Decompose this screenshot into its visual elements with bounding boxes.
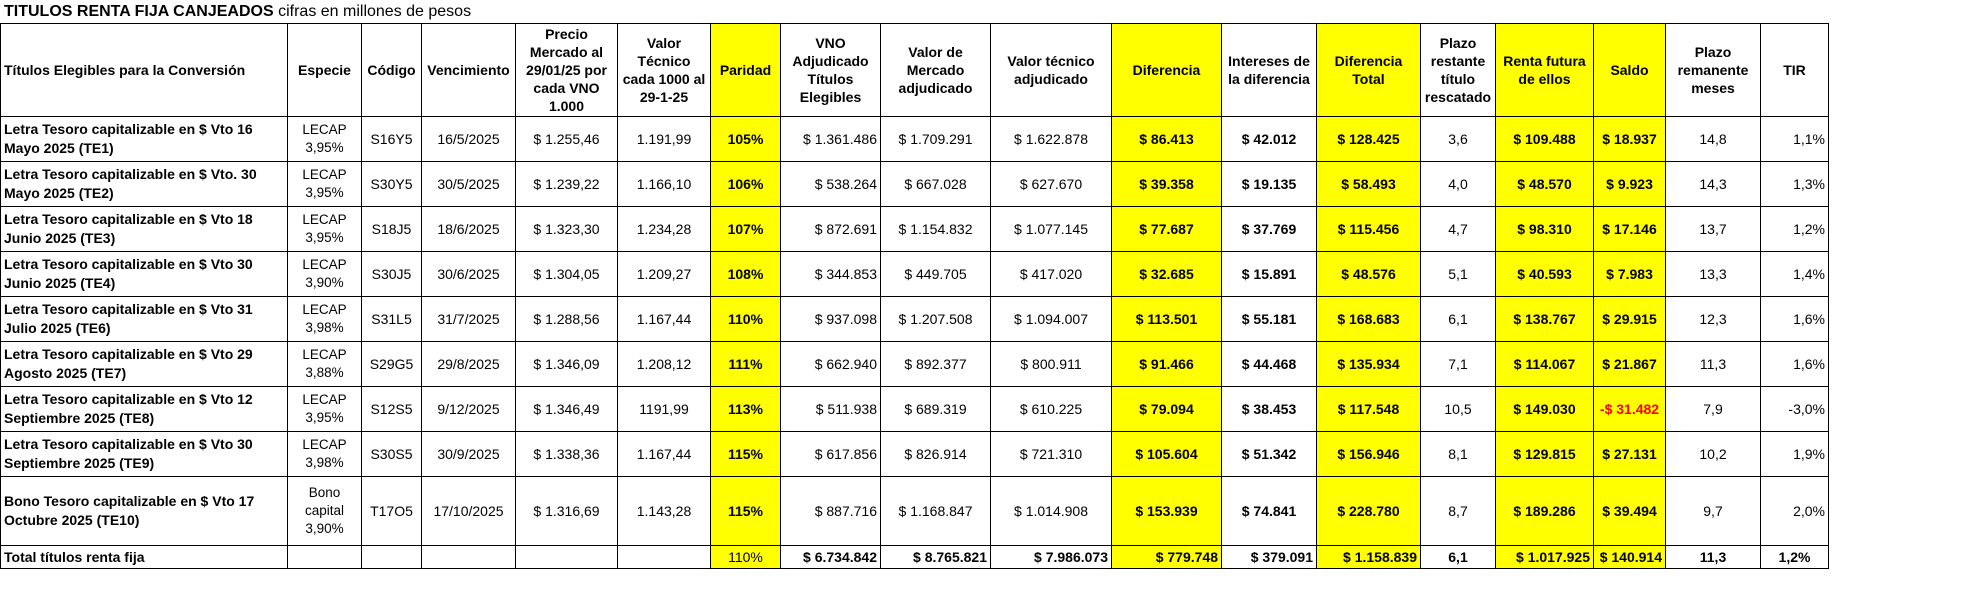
cell-paridad[interactable]: 110% <box>711 297 781 342</box>
cell-tir[interactable]: 1,9% <box>1761 432 1829 477</box>
cell-tir[interactable]: 2,0% <box>1761 477 1829 546</box>
cell-valor-tecnico[interactable]: 1.166,10 <box>618 162 711 207</box>
total-cell-empty[interactable] <box>362 546 422 569</box>
header-row <box>1 24 1829 117</box>
total-plazo[interactable]: 6,1 <box>1421 546 1496 569</box>
header-diferencia[interactable]: Diferencia <box>1112 24 1222 117</box>
cell-vno-adjudicado[interactable]: $ 937.098 <box>781 297 881 342</box>
cell-saldo[interactable]: $ 7.983 <box>1594 252 1666 297</box>
cell-plazo-remanente[interactable]: 13,3 <box>1666 252 1761 297</box>
header-plazo-remanente[interactable]: Plazo remanente meses <box>1666 24 1761 117</box>
total-cell-empty[interactable] <box>422 546 516 569</box>
cell-paridad[interactable]: 111% <box>711 342 781 387</box>
cell-vno-adjudicado[interactable]: $ 872.691 <box>781 207 881 252</box>
total-saldo[interactable]: $ 140.914 <box>1594 546 1666 569</box>
cell-precio-mercado[interactable]: $ 1.304,05 <box>516 252 618 297</box>
header-plazo-restante[interactable]: Plazo restante título rescatado <box>1421 24 1496 117</box>
cell-plazo-restante[interactable]: 10,5 <box>1421 387 1496 432</box>
sheet-title <box>4 2 471 22</box>
cell-codigo[interactable]: T17O5 <box>362 477 422 546</box>
cell-intereses[interactable]: $ 37.769 <box>1222 207 1317 252</box>
cell-valor-tecnico[interactable]: 1.234,28 <box>618 207 711 252</box>
cell-vno-adjudicado[interactable]: $ 511.938 <box>781 387 881 432</box>
cell-vencimiento[interactable]: 30/6/2025 <box>422 252 516 297</box>
cell-vencimiento[interactable]: 9/12/2025 <box>422 387 516 432</box>
cell-especie[interactable]: LECAP 3,98% <box>288 432 362 477</box>
cell-intereses[interactable]: $ 44.468 <box>1222 342 1317 387</box>
cell-titulo[interactable]: Bono Tesoro capitalizable en $ Vto 17 Octubre 2025 (TE10) <box>1 477 288 546</box>
header-titulos[interactable]: Títulos Elegibles para la Conversión <box>1 24 288 117</box>
total-row <box>1 546 1829 569</box>
cell-diferencia-total[interactable]: $ 228.780 <box>1317 477 1421 546</box>
cell-plazo-restante[interactable]: 4,7 <box>1421 207 1496 252</box>
cell-especie[interactable]: Bono capital 3,90% <box>288 477 362 546</box>
cell-valor-tecnico[interactable]: 1191,99 <box>618 387 711 432</box>
header-especie[interactable]: Especie <box>288 24 362 117</box>
cell-diferencia-total[interactable]: $ 58.493 <box>1317 162 1421 207</box>
cell-paridad[interactable]: 106% <box>711 162 781 207</box>
cell-titulo[interactable]: Letra Tesoro capitalizable en $ Vto 12 Septiembre 2025 (TE8) <box>1 387 288 432</box>
cell-titulo[interactable]: Letra Tesoro capitalizable en $ Vto 29 Agosto 2025 (TE7) <box>1 342 288 387</box>
cell-codigo[interactable]: S29G5 <box>362 342 422 387</box>
cell-valor-tecnico-adjudicado[interactable]: $ 721.310 <box>991 432 1112 477</box>
cell-intereses[interactable]: $ 55.181 <box>1222 297 1317 342</box>
cell-codigo[interactable]: S30Y5 <box>362 162 422 207</box>
cell-precio-mercado[interactable]: $ 1.338,36 <box>516 432 618 477</box>
total-plazo-remanente[interactable]: 11,3 <box>1666 546 1761 569</box>
cell-vno-adjudicado[interactable]: $ 538.264 <box>781 162 881 207</box>
cell-paridad[interactable]: 107% <box>711 207 781 252</box>
cell-titulo[interactable]: Letra Tesoro capitalizable en $ Vto 30 Septiembre 2025 (TE9) <box>1 432 288 477</box>
cell-tir[interactable]: 1,6% <box>1761 342 1829 387</box>
total-renta[interactable]: $ 1.017.925 <box>1496 546 1594 569</box>
cell-paridad[interactable]: 115% <box>711 432 781 477</box>
total-vno[interactable]: $ 6.734.842 <box>781 546 881 569</box>
cell-plazo-remanente[interactable]: 10,2 <box>1666 432 1761 477</box>
header-intereses[interactable]: Intereses de la diferencia <box>1222 24 1317 117</box>
cell-plazo-remanente[interactable]: 11,3 <box>1666 342 1761 387</box>
table-row <box>1 432 1829 477</box>
cell-plazo-restante[interactable]: 5,1 <box>1421 252 1496 297</box>
cell-renta-futura[interactable]: $ 109.488 <box>1496 117 1594 162</box>
total-valor-mercado[interactable]: $ 8.765.821 <box>881 546 991 569</box>
cell-intereses[interactable]: $ 74.841 <box>1222 477 1317 546</box>
table-row <box>1 252 1829 297</box>
cell-precio-mercado[interactable]: $ 1.323,30 <box>516 207 618 252</box>
cell-diferencia[interactable]: $ 79.094 <box>1112 387 1222 432</box>
cell-vencimiento[interactable]: 31/7/2025 <box>422 297 516 342</box>
cell-intereses[interactable]: $ 38.453 <box>1222 387 1317 432</box>
header-tir[interactable]: TIR <box>1761 24 1829 117</box>
header-precio-mercado[interactable]: Precio Mercado al 29/01/25 por cada VNO 1.000 <box>516 24 618 117</box>
header-valor-tecnico-adjudicado[interactable]: Valor técnico adjudicado <box>991 24 1112 117</box>
cell-plazo-restante[interactable]: 8,7 <box>1421 477 1496 546</box>
cell-valor-tecnico-adjudicado[interactable]: $ 1.094.007 <box>991 297 1112 342</box>
table-row <box>1 477 1829 546</box>
cell-precio-mercado[interactable]: $ 1.346,49 <box>516 387 618 432</box>
cell-renta-futura[interactable]: $ 98.310 <box>1496 207 1594 252</box>
cell-valor-tecnico[interactable]: 1.167,44 <box>618 297 711 342</box>
cell-plazo-restante[interactable]: 6,1 <box>1421 297 1496 342</box>
cell-vencimiento[interactable]: 17/10/2025 <box>422 477 516 546</box>
total-label[interactable]: Total títulos renta fija <box>1 546 288 569</box>
cell-vno-adjudicado[interactable]: $ 662.940 <box>781 342 881 387</box>
header-paridad[interactable]: Paridad <box>711 24 781 117</box>
cell-titulo[interactable]: Letra Tesoro capitalizable en $ Vto 30 Junio 2025 (TE4) <box>1 252 288 297</box>
total-intereses[interactable]: $ 379.091 <box>1222 546 1317 569</box>
cell-precio-mercado[interactable]: $ 1.255,46 <box>516 117 618 162</box>
header-vno-adjudicado[interactable]: VNO Adjudicado Títulos Elegibles <box>781 24 881 117</box>
cell-tir[interactable]: -3,0% <box>1761 387 1829 432</box>
cell-plazo-remanente[interactable]: 7,9 <box>1666 387 1761 432</box>
cell-codigo[interactable]: S16Y5 <box>362 117 422 162</box>
cell-valor-tecnico-adjudicado[interactable]: $ 627.670 <box>991 162 1112 207</box>
cell-renta-futura[interactable]: $ 149.030 <box>1496 387 1594 432</box>
header-diferencia-total[interactable]: Diferencia Total <box>1317 24 1421 117</box>
cell-titulo[interactable]: Letra Tesoro capitalizable en $ Vto 16 Mayo 2025 (TE1) <box>1 117 288 162</box>
cell-vencimiento[interactable]: 29/8/2025 <box>422 342 516 387</box>
total-cell-empty[interactable] <box>618 546 711 569</box>
cell-saldo[interactable]: $ 9.923 <box>1594 162 1666 207</box>
table-row <box>1 117 1829 162</box>
cell-saldo[interactable]: $ 18.937 <box>1594 117 1666 162</box>
cell-valor-mercado-adjudicado[interactable]: $ 826.914 <box>881 432 991 477</box>
table-row <box>1 387 1829 432</box>
cell-intereses[interactable]: $ 15.891 <box>1222 252 1317 297</box>
cell-especie[interactable]: LECAP 3,95% <box>288 387 362 432</box>
cell-codigo[interactable]: S12S5 <box>362 387 422 432</box>
cell-especie[interactable]: LECAP 3,95% <box>288 207 362 252</box>
cell-codigo[interactable]: S31L5 <box>362 297 422 342</box>
total-paridad[interactable]: 110% <box>711 546 781 569</box>
cell-valor-mercado-adjudicado[interactable]: $ 689.319 <box>881 387 991 432</box>
cell-saldo[interactable]: $ 17.146 <box>1594 207 1666 252</box>
cell-tir[interactable]: 1,4% <box>1761 252 1829 297</box>
cell-tir[interactable]: 1,3% <box>1761 162 1829 207</box>
cell-vno-adjudicado[interactable]: $ 887.716 <box>781 477 881 546</box>
cell-codigo[interactable]: S30S5 <box>362 432 422 477</box>
bonds-table <box>0 23 1829 569</box>
cell-valor-mercado-adjudicado[interactable]: $ 1.207.508 <box>881 297 991 342</box>
cell-intereses[interactable]: $ 51.342 <box>1222 432 1317 477</box>
cell-codigo[interactable]: S30J5 <box>362 252 422 297</box>
cell-valor-tecnico-adjudicado[interactable]: $ 800.911 <box>991 342 1112 387</box>
cell-paridad[interactable]: 105% <box>711 117 781 162</box>
cell-tir[interactable]: 1,1% <box>1761 117 1829 162</box>
cell-precio-mercado[interactable]: $ 1.346,09 <box>516 342 618 387</box>
cell-paridad[interactable]: 113% <box>711 387 781 432</box>
cell-paridad[interactable]: 108% <box>711 252 781 297</box>
cell-valor-tecnico-adjudicado[interactable]: $ 1.077.145 <box>991 207 1112 252</box>
cell-renta-futura[interactable]: $ 48.570 <box>1496 162 1594 207</box>
cell-valor-mercado-adjudicado[interactable]: $ 892.377 <box>881 342 991 387</box>
cell-diferencia-total[interactable]: $ 117.548 <box>1317 387 1421 432</box>
cell-vencimiento[interactable]: 16/5/2025 <box>422 117 516 162</box>
cell-diferencia[interactable]: $ 113.501 <box>1112 297 1222 342</box>
cell-renta-futura[interactable]: $ 129.815 <box>1496 432 1594 477</box>
cell-intereses[interactable]: $ 19.135 <box>1222 162 1317 207</box>
cell-renta-futura[interactable]: $ 189.286 <box>1496 477 1594 546</box>
cell-especie[interactable]: LECAP 3,95% <box>288 117 362 162</box>
cell-diferencia-total[interactable]: $ 168.683 <box>1317 297 1421 342</box>
cell-valor-mercado-adjudicado[interactable]: $ 1.168.847 <box>881 477 991 546</box>
header-valor-mercado-adjudicado[interactable]: Valor de Mercado adjudicado <box>881 24 991 117</box>
cell-renta-futura[interactable]: $ 114.067 <box>1496 342 1594 387</box>
cell-vencimiento[interactable]: 18/6/2025 <box>422 207 516 252</box>
cell-diferencia-total[interactable]: $ 156.946 <box>1317 432 1421 477</box>
cell-plazo-restante[interactable]: 7,1 <box>1421 342 1496 387</box>
cell-diferencia-total[interactable]: $ 48.576 <box>1317 252 1421 297</box>
sheet-title-bold: TITULOS RENTA FIJA CANJEADOS <box>4 3 274 20</box>
cell-diferencia-total[interactable]: $ 128.425 <box>1317 117 1421 162</box>
cell-valor-tecnico[interactable]: 1.143,28 <box>618 477 711 546</box>
cell-plazo-remanente[interactable]: 9,7 <box>1666 477 1761 546</box>
cell-vno-adjudicado[interactable]: $ 344.853 <box>781 252 881 297</box>
cell-diferencia[interactable]: $ 32.685 <box>1112 252 1222 297</box>
cell-plazo-remanente[interactable]: 13,7 <box>1666 207 1761 252</box>
cell-vencimiento[interactable]: 30/5/2025 <box>422 162 516 207</box>
cell-valor-tecnico[interactable]: 1.208,12 <box>618 342 711 387</box>
cell-saldo[interactable]: -$ 31.482 <box>1594 387 1666 432</box>
cell-especie[interactable]: LECAP 3,98% <box>288 297 362 342</box>
cell-saldo[interactable]: $ 27.131 <box>1594 432 1666 477</box>
cell-vno-adjudicado[interactable]: $ 617.856 <box>781 432 881 477</box>
cell-diferencia[interactable]: $ 91.466 <box>1112 342 1222 387</box>
cell-plazo-restante[interactable]: 4,0 <box>1421 162 1496 207</box>
cell-plazo-remanente[interactable]: 14,8 <box>1666 117 1761 162</box>
cell-valor-tecnico[interactable]: 1.191,99 <box>618 117 711 162</box>
cell-precio-mercado[interactable]: $ 1.288,56 <box>516 297 618 342</box>
cell-plazo-remanente[interactable]: 12,3 <box>1666 297 1761 342</box>
total-diferencia[interactable]: $ 779.748 <box>1112 546 1222 569</box>
total-diferencia-total[interactable]: $ 1.158.839 <box>1317 546 1421 569</box>
sheet-title-subtitle: cifras en millones de pesos <box>273 3 472 20</box>
header-saldo[interactable]: Saldo <box>1594 24 1666 117</box>
cell-valor-mercado-adjudicado[interactable]: $ 1.154.832 <box>881 207 991 252</box>
cell-plazo-restante[interactable]: 8,1 <box>1421 432 1496 477</box>
table-row <box>1 162 1829 207</box>
cell-precio-mercado[interactable]: $ 1.316,69 <box>516 477 618 546</box>
total-cell-empty[interactable] <box>288 546 362 569</box>
cell-valor-tecnico[interactable]: 1.209,27 <box>618 252 711 297</box>
cell-diferencia-total[interactable]: $ 115.456 <box>1317 207 1421 252</box>
total-tir[interactable]: 1,2% <box>1761 546 1829 569</box>
cell-titulo[interactable]: Letra Tesoro capitalizable en $ Vto 31 Julio 2025 (TE6) <box>1 297 288 342</box>
cell-precio-mercado[interactable]: $ 1.239,22 <box>516 162 618 207</box>
cell-tir[interactable]: 1,2% <box>1761 207 1829 252</box>
cell-renta-futura[interactable]: $ 138.767 <box>1496 297 1594 342</box>
cell-titulo[interactable]: Letra Tesoro capitalizable en $ Vto. 30 Mayo 2025 (TE2) <box>1 162 288 207</box>
header-valor-tecnico[interactable]: Valor Técnico cada 1000 al 29-1-25 <box>618 24 711 117</box>
cell-renta-futura[interactable]: $ 40.593 <box>1496 252 1594 297</box>
cell-especie[interactable]: LECAP 3,88% <box>288 342 362 387</box>
cell-saldo[interactable]: $ 21.867 <box>1594 342 1666 387</box>
cell-vno-adjudicado[interactable]: $ 1.361.486 <box>781 117 881 162</box>
cell-diferencia[interactable]: $ 39.358 <box>1112 162 1222 207</box>
cell-saldo[interactable]: $ 29.915 <box>1594 297 1666 342</box>
cell-diferencia[interactable]: $ 86.413 <box>1112 117 1222 162</box>
table-row <box>1 342 1829 387</box>
header-codigo[interactable]: Código <box>362 24 422 117</box>
cell-valor-tecnico-adjudicado[interactable]: $ 1.014.908 <box>991 477 1112 546</box>
cell-plazo-restante[interactable]: 3,6 <box>1421 117 1496 162</box>
cell-paridad[interactable]: 115% <box>711 477 781 546</box>
cell-intereses[interactable]: $ 42.012 <box>1222 117 1317 162</box>
cell-diferencia[interactable]: $ 77.687 <box>1112 207 1222 252</box>
cell-saldo[interactable]: $ 39.494 <box>1594 477 1666 546</box>
table-row <box>1 207 1829 252</box>
cell-valor-tecnico-adjudicado[interactable]: $ 417.020 <box>991 252 1112 297</box>
cell-diferencia-total[interactable]: $ 135.934 <box>1317 342 1421 387</box>
total-valor-tecnico[interactable]: $ 7.986.073 <box>991 546 1112 569</box>
cell-diferencia[interactable]: $ 105.604 <box>1112 432 1222 477</box>
cell-especie[interactable]: LECAP 3,90% <box>288 252 362 297</box>
cell-titulo[interactable]: Letra Tesoro capitalizable en $ Vto 18 Junio 2025 (TE3) <box>1 207 288 252</box>
header-vencimiento[interactable]: Vencimiento <box>422 24 516 117</box>
cell-valor-tecnico-adjudicado[interactable]: $ 610.225 <box>991 387 1112 432</box>
cell-valor-tecnico-adjudicado[interactable]: $ 1.622.878 <box>991 117 1112 162</box>
cell-codigo[interactable]: S18J5 <box>362 207 422 252</box>
cell-especie[interactable]: LECAP 3,95% <box>288 162 362 207</box>
cell-tir[interactable]: 1,6% <box>1761 297 1829 342</box>
header-renta-futura[interactable]: Renta futura de ellos <box>1496 24 1594 117</box>
cell-plazo-remanente[interactable]: 14,3 <box>1666 162 1761 207</box>
cell-diferencia[interactable]: $ 153.939 <box>1112 477 1222 546</box>
cell-vencimiento[interactable]: 30/9/2025 <box>422 432 516 477</box>
table-row <box>1 297 1829 342</box>
cell-valor-tecnico[interactable]: 1.167,44 <box>618 432 711 477</box>
cell-valor-mercado-adjudicado[interactable]: $ 449.705 <box>881 252 991 297</box>
cell-valor-mercado-adjudicado[interactable]: $ 1.709.291 <box>881 117 991 162</box>
total-cell-empty[interactable] <box>516 546 618 569</box>
cell-valor-mercado-adjudicado[interactable]: $ 667.028 <box>881 162 991 207</box>
